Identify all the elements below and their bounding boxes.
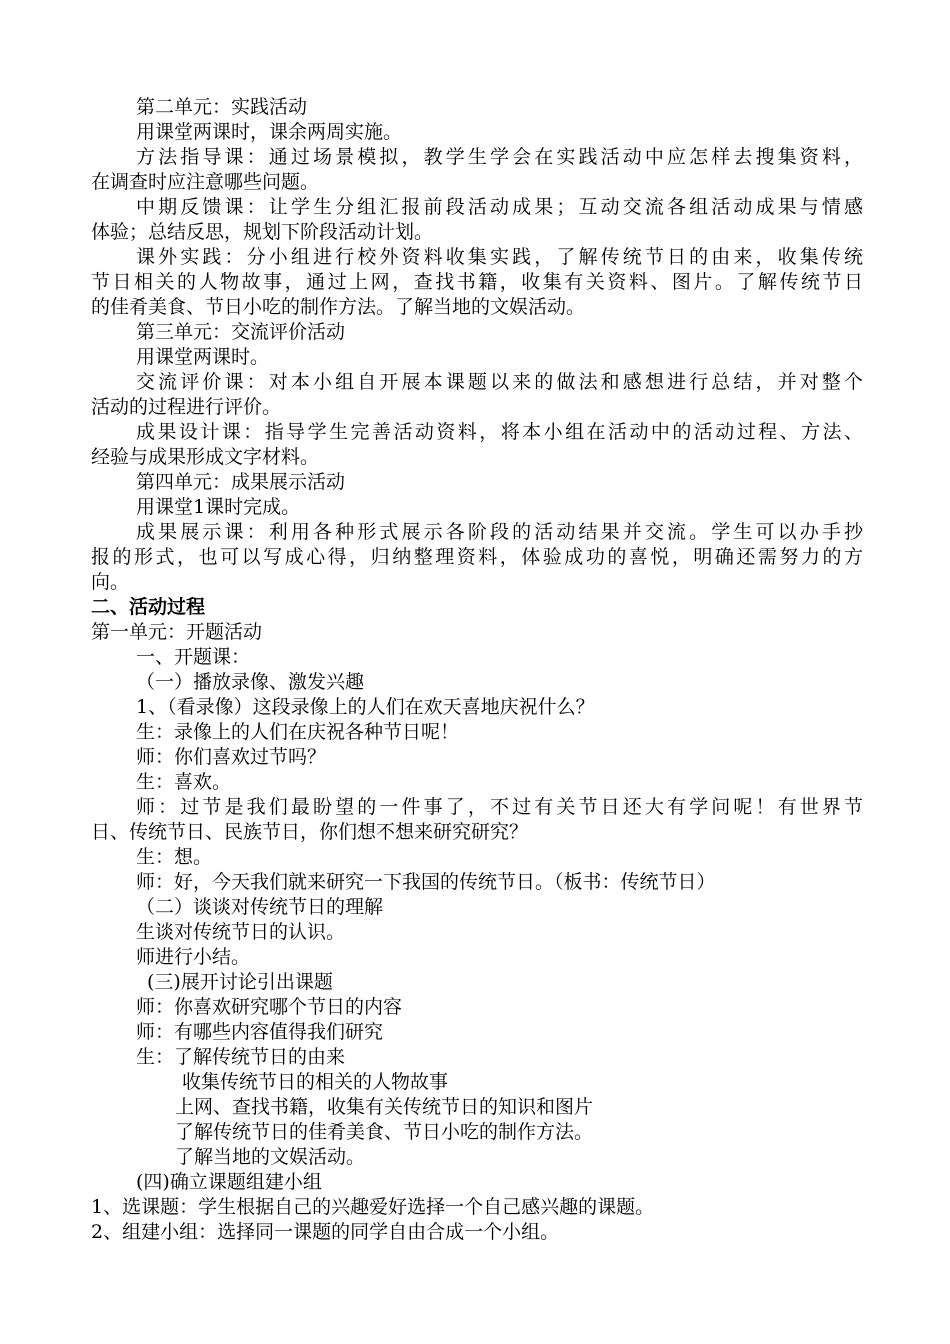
text-line: 日、传统节日、民族节日，你们想不想来研究研究？ <box>91 821 529 843</box>
text-line: 用课堂两课时。 <box>136 346 270 368</box>
text-line: 生谈对传统节日的认识。 <box>136 921 346 943</box>
text-line: (四)确立课题组建小组 <box>136 1171 322 1193</box>
text-line: 师进行小结。 <box>136 946 251 968</box>
text-line: 体验；总结反思，规划下阶段活动计划。 <box>91 221 434 243</box>
text-line: 1、（看录像）这段录像上的人们在欢天喜地庆祝什么？ <box>136 696 595 718</box>
text-line: 生：喜欢。 <box>136 771 232 793</box>
text-line: 1、选课题：学生根据自己的兴趣爱好选择一个自己感兴趣的课题。 <box>91 1196 655 1218</box>
text-line: 用课堂1课时完成。 <box>136 496 301 518</box>
text-line: 师：好，今天我们就来研究一下我国的传统节日。（板书：传统节日） <box>136 871 716 893</box>
text-line: 的佳肴美食、节日小吃的制作方法。了解当地的文娱活动。 <box>91 296 586 318</box>
unit-three-heading: 第三单元：交流评价活动 <box>136 321 346 343</box>
unit-one-heading: 第一单元：开题活动 <box>91 621 263 643</box>
text-line: （一）播放录像、激发兴趣 <box>136 671 365 693</box>
text-line: 师：过节是我们最盼望的一件事了，不过有关节日还大有学问呢！有世界节 <box>136 796 863 818</box>
text-line: 2、组建小组：选择同一课题的同学自由合成一个小组。 <box>91 1221 560 1243</box>
text-line: 生：录像上的人们在庆祝各种节日呢！ <box>136 721 460 743</box>
unit-two-heading: 第二单元：实践活动 <box>136 96 308 118</box>
text-line: 生：想。 <box>136 846 213 868</box>
text-line: 一、开题课： <box>136 646 251 668</box>
text-line: 用课堂两课时，课余两周实施。 <box>136 121 403 143</box>
text-line: 方法指导课：通过场景模拟，教学生学会在实践活动中应怎样去搜集资料， <box>136 146 863 168</box>
text-line: 生：了解传统节日的由来 <box>136 1046 346 1068</box>
text-line: 向。 <box>91 571 130 593</box>
text-line: 师：你们喜欢过节吗？ <box>136 746 327 768</box>
text-line: 师：你喜欢研究哪个节日的内容 <box>136 996 403 1018</box>
section-heading: 二、活动过程 <box>91 596 206 618</box>
text-line: 师：有哪些内容值得我们研究 <box>136 1021 384 1043</box>
text-line: (三)展开讨论引出课题 <box>147 971 333 993</box>
text-line: 报的形式，也可以写成心得，归纳整理资料，体验成功的喜悦，明确还需努力的方 <box>91 546 863 568</box>
unit-four-heading: 第四单元：成果展示活动 <box>136 471 346 493</box>
text-line: 收集传统节日的相关的人物故事 <box>182 1071 449 1093</box>
text-line: 成果设计课：指导学生完善活动资料，将本小组在活动中的活动过程、方法、 <box>136 421 863 443</box>
text-line: 节日相关的人物故事，通过上网，查找书籍，收集有关资料、图片。了解传统节日 <box>91 271 863 293</box>
text-line: 了解当地的文娱活动。 <box>175 1146 366 1168</box>
text-line: 课外实践：分小组进行校外资料收集实践，了解传统节日的由来，收集传统 <box>136 246 863 268</box>
text-line: （二）谈谈对传统节日的理解 <box>136 896 384 918</box>
text-line: 经验与成果形成文字材料。 <box>91 446 320 468</box>
text-line: 交流评价课：对本小组自开展本课题以来的做法和感想进行总结，并对整个 <box>136 371 863 393</box>
text-line: 在调查时应注意哪些问题。 <box>91 171 320 193</box>
text-line: 活动的过程进行评价。 <box>91 396 282 418</box>
text-line: 了解传统节日的佳肴美食、节日小吃的制作方法。 <box>175 1121 594 1143</box>
text-line: 中期反馈课：让学生分组汇报前段活动成果；互动交流各组活动成果与情感 <box>136 196 863 218</box>
text-line: 成果展示课：利用各种形式展示各阶段的活动结果并交流。学生可以办手抄 <box>136 521 863 543</box>
text-line: 上网、查找书籍，收集有关传统节日的知识和图片 <box>175 1096 594 1118</box>
